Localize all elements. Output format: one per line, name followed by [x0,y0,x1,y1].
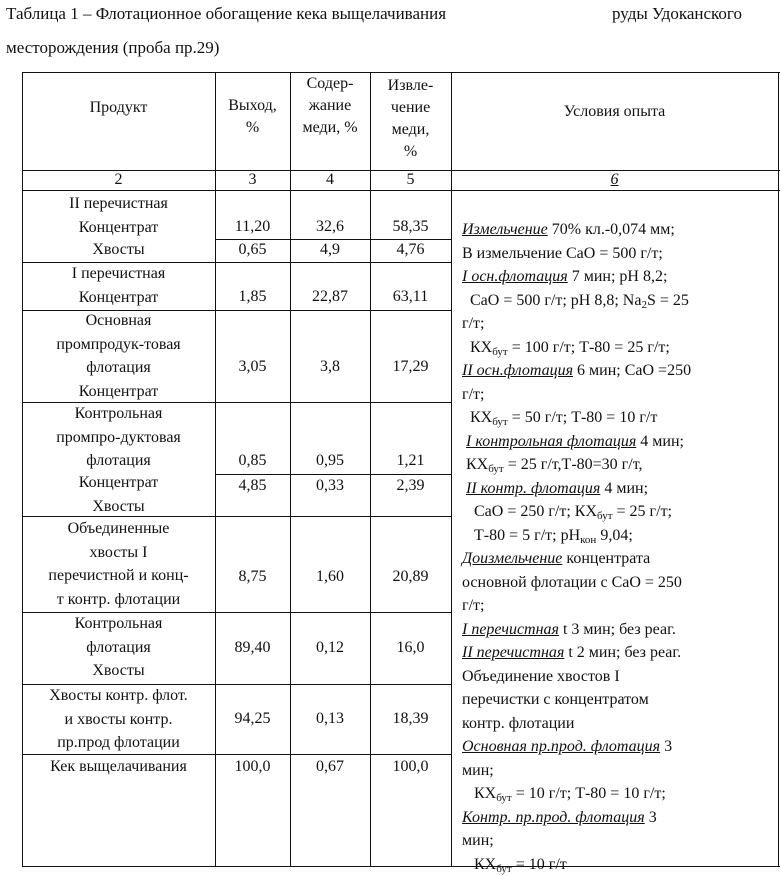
value-cell: 4,9 [320,241,340,258]
column-number: 3 [248,171,257,188]
value-cell: 32,6 [316,218,344,235]
value-cell: 1,21 [396,452,425,469]
value-cell: 20,89 [392,568,429,585]
value-cell: 63,11 [392,288,429,305]
column-number: 6 [610,171,619,188]
table-border-right [778,72,779,867]
value-cell: 22,87 [312,288,348,305]
value-cell: 0,85 [238,452,267,469]
column-number: 2 [114,171,123,188]
value-cell: 0,95 [316,452,344,469]
value-cell: 3,8 [320,358,340,375]
header-product: Продукт [89,99,148,116]
product-cell: Основная промпродук-товая флотация Концентрат [56,312,181,400]
value-cell: 2,39 [396,477,425,494]
value-cell: 18,39 [392,710,429,727]
value-cell: 4,76 [396,241,425,258]
value-cell: 1,85 [238,288,267,305]
value-cell: 0,13 [316,710,344,727]
value-cell: 94,25 [234,710,271,727]
product-cell: Кек выщелачивания [50,758,187,775]
value-cell: 0,65 [238,241,267,258]
caption-line1-right: руды Удоканского [612,4,742,23]
value-cell: 0,33 [316,477,344,494]
caption-line1-left: Таблица 1 – Флотационное обогащение кека выщелачивания [6,4,447,23]
column-number: 5 [406,171,415,188]
conditions-text: Измельчение 70% кл.-0,074 мм; В измельчение СаО = 500 г/т; I осн.флотация 7 мин; рН 8,2; СаО = 500 г/т; рН 8,8; $Na_2S = 25$ г/т; $КХ_{бут} = 100$ г/т; Т-80 = 25 г/т; II осн.флотация 6 мин; СаО =250 г/т; $КХ_{бут} = 50$ г/т; Т-80 = 10 г/т I контрольная флотация 4 мин; $КХ_{бут} = 25$ г/т,Т-80=30 г/т, II контр. флотация 4 мин; СаО = 250 г/т; $КХ_{бут} = 25$ г/т; Т-80 = 5 г/т; $рН_{кон}$ 9,04; Доизмельчение концентрата основной флотации с СаО = 250 г/т; I перечистная t 3 мин; без реаг. II перечистная t 2 мин; без реаг. Объединение хвостов I перечистки с концентратом контр. флотации Основная пр.прод. флотация 3 мин; $КХ_{бут} = 10$ г/т; Т-80 = 10 г/т; Контр. пр.прод. флотация 3 мин; $КХ_{бут} = 10$ г/т [462,221,692,875]
product-cell: I перечистная Концентрат [71,265,166,306]
header-conditions: Условия опыта [563,103,666,120]
value-cell: 11,20 [234,218,271,235]
value-cell: 16,0 [396,639,425,656]
caption-line2: месторождения (проба пр.29) [6,38,220,57]
product-cell: Хвосты [92,241,145,258]
value-cell: 4,85 [238,477,267,494]
value-cell: 17,29 [392,358,429,375]
product-cell: Контрольная промпро-дуктовая флотация [56,405,181,469]
header-copper-recovery: Извле- чение меди, % [387,77,434,160]
value-cell: 8,75 [238,568,267,585]
value-cell: 100,0 [234,758,271,775]
header-copper-content: Содер- жание меди, % [302,75,358,136]
value-cell: 100,0 [392,758,429,775]
value-cell: 0,12 [316,639,344,656]
product-cell: Объединенные хвосты I перечистной и конц- т контр. флотации [48,520,189,608]
product-cell: Концентрат Хвосты [78,474,159,515]
header-yield: Выход, % [228,97,277,136]
value-cell: 3,05 [238,358,267,375]
product-cell: Контрольная флотация Хвосты [74,615,163,679]
column-number: 4 [326,171,334,188]
value-cell: 89,40 [234,639,271,656]
value-cell: 0,67 [316,758,344,775]
product-cell: Хвосты контр. флот. и хвосты контр. пр.прод флотации [49,687,188,751]
table-border-top [22,72,780,73]
value-cell: 58,35 [392,218,429,235]
product-cell: II перечистная Концентрат [69,195,168,236]
value-cell: 1,60 [316,568,344,585]
